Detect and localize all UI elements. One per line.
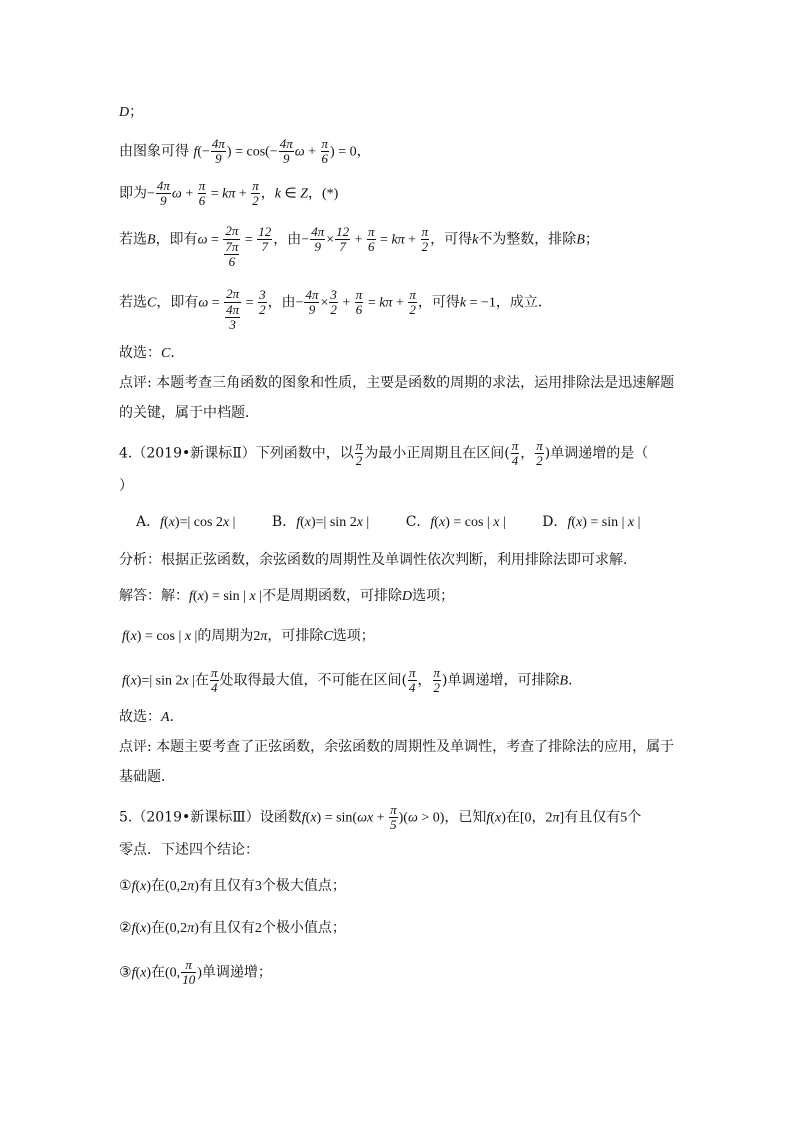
option-d: D．f(x) = sin | x | <box>542 514 641 530</box>
comment-line: 的关键，属于中档题． <box>119 405 259 421</box>
question-5: 5.（2019•新课标Ⅲ）设函数f(x) = sin(ωx + $\frac{\pi}{5}$ )(ω > 0)，已知f(x)在[0，2π]有且仅有5个 <box>119 802 642 832</box>
answer-line: 故选：C． <box>119 345 185 361</box>
answer-line: 故选：A． <box>119 709 184 725</box>
solution-line: f(x)=| sin 2x |在 $\frac{\pi}{4}$ 处取得最大值，不可能在区间( $\frac{\pi}{4}$ ， $\frac{\pi}{2}$ )单调递增，可排除B． <box>122 665 583 695</box>
answer-tail: D； <box>119 104 144 120</box>
solution-line: 解答：解：f(x) = sin | x |不是周期函数，可排除D选项； <box>119 588 455 604</box>
option-b-check: 若选B，即有ω = $\frac{2\pi}{\frac{7\pi}{6}}$ = $\frac{12}{7}$ ，由− $\frac{4\pi}{9}$ × $\frac{12}{7}$ + $\frac{\pi}{6}$ = kπ + $\frac{\pi}{2}$ ，可得k不为整数，排除B； <box>119 223 599 269</box>
option-c: C．f(x) = cos | x | <box>405 514 506 530</box>
solution-line: f(x) = cos | x |的周期为2π，可排除C选项； <box>122 628 375 644</box>
option-b: B．f(x)=| sin 2x | <box>271 514 370 530</box>
question-5-line2: 零点．下述四个结论： <box>119 842 259 858</box>
comment-line: 点评: 本题主要考查了正弦函数，余弦函数的周期性及单调性，考查了排除法的应用，属于 <box>119 739 675 755</box>
derivation-line: 由图象可得 f(− $\frac{4\pi}{9}$ ) = cos(− $\frac{4\pi}{9}$ ω + $\frac{\pi}{6}$ ) = 0， <box>119 136 371 166</box>
question-4-options <box>136 512 640 533</box>
question-4-tail: ） <box>119 478 133 494</box>
analysis-line: 分析：根据正弦函数，余弦函数的周期性及单调性依次判断，利用排除法即可求解． <box>119 552 637 568</box>
option-a: A．f(x)=| cos 2x | <box>136 514 236 530</box>
statement-2: ②f(x)在(0,2π)有且仅有2个极小值点； <box>119 920 346 936</box>
comment-line: 点评: 本题考查三角函数的图象和性质，主要是函数的周期的求法，运用排除法是迅速解题 <box>119 375 675 391</box>
statement-3: ③f(x)在(0, $\frac{\pi}{10}$ )单调递增； <box>119 957 272 987</box>
comment-line: 基础题． <box>119 769 175 785</box>
option-c-check: 若选C，即有ω = $\frac{2\pi}{\frac{4\pi}{3}}$ = $\frac{3}{2}$ ，由− $\frac{4\pi}{9}$ × $\frac{3}{2}$ + $\frac{\pi}{6}$ = kπ + $\frac{\pi}{2}$ ，可得k = −1，成立． <box>119 286 552 332</box>
equation-line: 即为− $\frac{4\pi}{9}$ ω + $\frac{\pi}{6}$ = kπ + $\frac{\pi}{2}$ ，k ∈ Z，(*) <box>119 178 339 208</box>
question-4: 4.（2019•新课标Ⅱ）下列函数中，以 $\frac{\pi}{2}$ 为最小正周期且在区间( $\frac{\pi}{4}$ ， $\frac{\pi}{2}$ )单调递增的是（ <box>119 438 649 468</box>
statement-1: ①f(x)在(0,2π)有且仅有3个极大值点； <box>119 878 346 894</box>
